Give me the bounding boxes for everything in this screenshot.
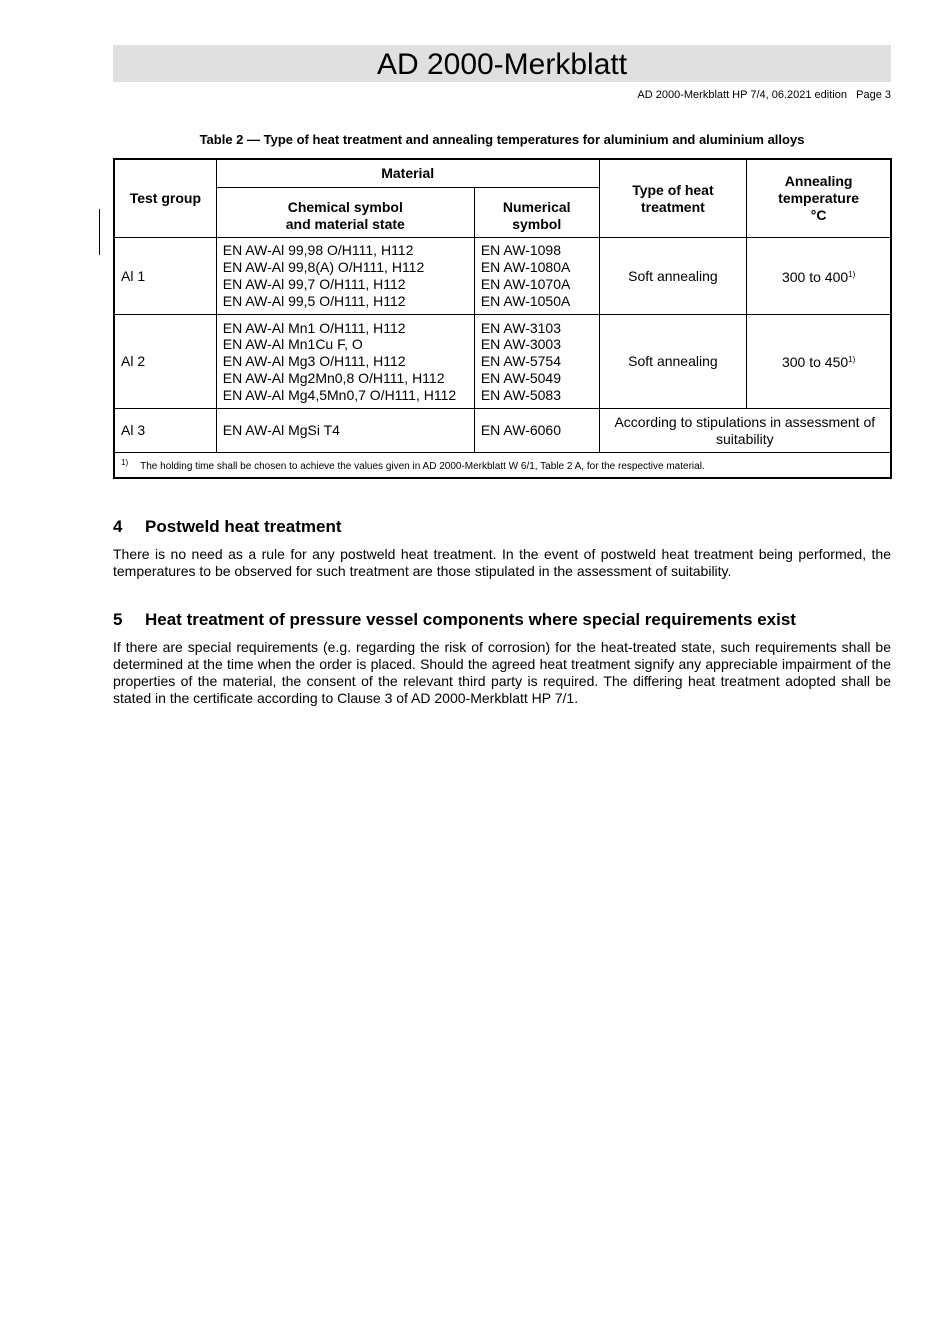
- test-group-cell: Al 1: [114, 238, 216, 315]
- table-row: [114, 409, 891, 453]
- merged-treatment-cell: According to stipulations in assessment of suitability: [599, 409, 891, 453]
- numerical-symbol-cell: EN AW-3103 EN AW-3003 EN AW-5754 EN AW-5049 EN AW-5083: [474, 315, 599, 409]
- header-annealing: Annealing temperature °C: [747, 159, 891, 238]
- numerical-symbol-cell: EN AW-6060: [474, 409, 599, 453]
- table-footnote: [114, 453, 891, 479]
- treatment-cell: Soft annealing: [599, 315, 747, 409]
- temperature-cell: 300 to 450$^{1)}$: [747, 315, 891, 409]
- table-caption: Table 2 — Type of heat treatment and annealing temperatures for aluminium and aluminium alloys: [199, 132, 805, 147]
- treatment-cell: Soft annealing: [599, 238, 747, 315]
- edition-line: AD 2000-Merkblatt HP 7/4, 06.2021 edition Page 3: [637, 89, 891, 101]
- footnote-text: The holding time shall be chosen to achieve the values given in AD 2000-Merkblatt W 6/1, Table 2 A, for the respective material.: [140, 460, 705, 472]
- table-header-row: [114, 159, 891, 188]
- section-number: 5: [113, 610, 123, 629]
- numerical-symbol-cell: EN AW-1098 EN AW-1080A EN AW-1070A EN AW-1050A: [474, 238, 599, 315]
- header-type: Type of heat treatment: [599, 159, 747, 238]
- header-test-group: Test group: [114, 159, 216, 238]
- test-group-cell: Al 2: [114, 315, 216, 409]
- document-title-banner: [113, 45, 891, 82]
- footnote-marker: 1): [121, 457, 129, 467]
- header-numerical-symbol: Numerical symbol: [474, 188, 599, 238]
- table-row: [114, 238, 891, 315]
- footnote-ref: 1): [848, 269, 856, 279]
- footnote-ref: 1): [848, 355, 856, 365]
- header-chemical-symbol: Chemical symbol and material state: [216, 188, 474, 238]
- section-title: Postweld heat treatment: [145, 517, 342, 536]
- section-5-body: If there are special requirements (e.g. regarding the risk of corrosion) for the heat-treated state, such requirements shall be determined at the time when the order is placed. Should the agreed heat treatment signify any appreciable impairment of the properties of the material, the consent of the relevant third party is required. The differing heat treatment adopted shall be stated in the certificate according to Clause 3 of AD 2000-Merkblatt HP 7/1.: [113, 639, 891, 706]
- section-5-heading: [113, 610, 796, 630]
- section-title: Heat treatment of pressure vessel components where special requirements exist: [145, 610, 796, 629]
- chemical-symbol-cell: EN AW-Al 99,98 O/H111, H112 EN AW-Al 99,8(A) O/H111, H112 EN AW-Al 99,7 O/H111, H112 EN AW-Al 99,5 O/H111, H112: [216, 238, 474, 315]
- chemical-symbol-cell: EN AW-Al MgSi T4: [216, 409, 474, 453]
- header-material: Material: [216, 159, 599, 188]
- test-group-cell: Al 3: [114, 409, 216, 453]
- document-title: AD 2000-Merkblatt: [376, 48, 628, 81]
- section-4-heading: [113, 517, 342, 537]
- table-row: [114, 315, 891, 409]
- section-number: 4: [113, 517, 123, 536]
- table-footnote-row: [114, 453, 891, 479]
- temperature-cell: 300 to 400$^{1)}$: [747, 238, 891, 315]
- heat-treatment-table: [113, 158, 892, 479]
- chemical-symbol-cell: EN AW-Al Mn1 O/H111, H112 EN AW-Al Mn1Cu F, O EN AW-Al Mg3 O/H111, H112 EN AW-Al Mg2Mn0,8 O/H111, H112 EN AW-Al Mg4,5Mn0,7 O/H111, H112: [216, 315, 474, 409]
- section-4-body: There is no need as a rule for any postweld heat treatment. In the event of postweld heat treatment being performed, the temperatures to be observed for such treatment are those stipulated in the assessment of suitability.: [113, 546, 891, 579]
- change-bar: [99, 209, 100, 255]
